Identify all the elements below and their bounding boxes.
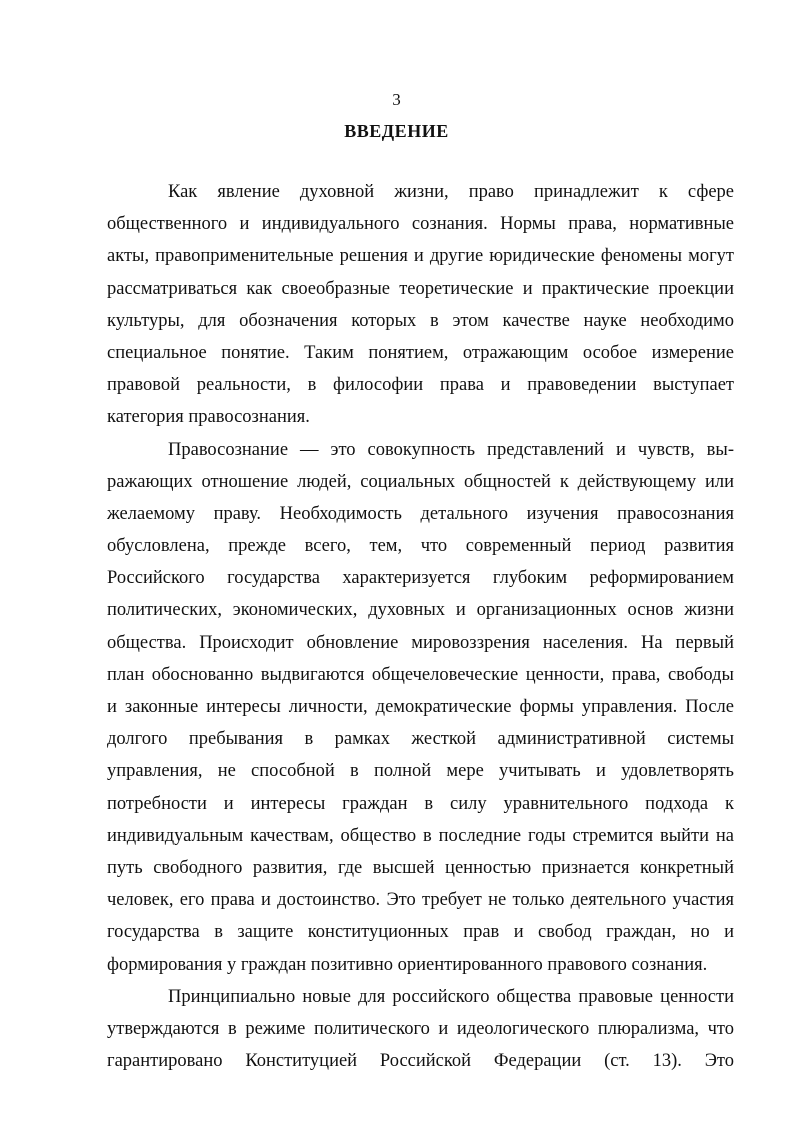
paragraph — [107, 981, 734, 1078]
text-line: человек, его права и достоинство. Это требует не только деятельного участия — [107, 890, 734, 911]
text-line: план обоснованно выдвигаются общечеловеческие ценности, права, свободы — [107, 664, 734, 685]
text-line: Российского государства характеризуется глубоким реформированием — [107, 568, 734, 589]
paragraph — [107, 176, 734, 434]
text-line: индивидуальным качествам, общество в последние годы стремится выйти на — [107, 825, 734, 846]
text-line: политических, экономических, духовных и организационных основ жизни — [107, 600, 734, 621]
text-line: потребности и интересы граждан в силу уравнительного подхода к — [107, 793, 734, 814]
text-line: желаемому праву. Необходимость детального изучения правосознания — [107, 503, 734, 524]
text-line: Правосознание — это совокупность представлений и чувств, вы- — [168, 439, 734, 460]
text-line: категория правосознания. — [107, 407, 310, 428]
section-heading: ВВЕДЕНИЕ — [344, 121, 449, 141]
text-line: специальное понятие. Таким понятием, отражающим особое измерение — [107, 342, 734, 363]
text-line: гарантировано Конституцией Российской Федерации (ст. 13). Это — [107, 1051, 734, 1072]
text-line: ражающих отношение людей, социальных общностей к действующему или — [107, 471, 734, 492]
body-text — [107, 176, 734, 1077]
text-line: государства в защите конституционных прав и свобод граждан, но и — [107, 922, 734, 943]
text-line: обусловлена, прежде всего, тем, что современный период развития — [107, 536, 734, 557]
page-number: 3 — [392, 90, 401, 109]
text-line: Принципиально новые для российского общества правовые ценности — [168, 986, 734, 1007]
text-line: акты, правоприменительные решения и другие юридические феномены могут — [107, 246, 734, 267]
text-line: общества. Происходит обновление мировоззрения населения. На первый — [107, 632, 734, 653]
text-line: формирования у граждан позитивно ориентированного правового сознания. — [107, 954, 708, 975]
text-line: правовой реальности, в философии права и правоведении выступает — [107, 375, 734, 396]
text-line: утверждаются в режиме политического и идеологического плюрализма, что — [107, 1018, 734, 1039]
text-line: рассматриваться как своеобразные теоретические и практические проекции — [107, 278, 734, 299]
text-line: путь свободного развития, где высшей ценностью признается конкретный — [107, 857, 734, 878]
text-line: долгого пребывания в рамках жесткой административной системы — [107, 729, 734, 750]
text-line: культуры, для обозначения которых в этом качестве науке необходимо — [107, 310, 734, 331]
paragraph — [107, 434, 734, 981]
text-line: управления, не способной в полной мере учитывать и удовлетворять — [107, 761, 734, 782]
text-line: и законные интересы личности, демократические формы управления. После — [107, 697, 734, 717]
text-line: общественного и индивидуального сознания. Нормы права, нормативные — [107, 214, 734, 235]
text-line: Как явление духовной жизни, право принадлежит к сфере — [168, 182, 734, 202]
